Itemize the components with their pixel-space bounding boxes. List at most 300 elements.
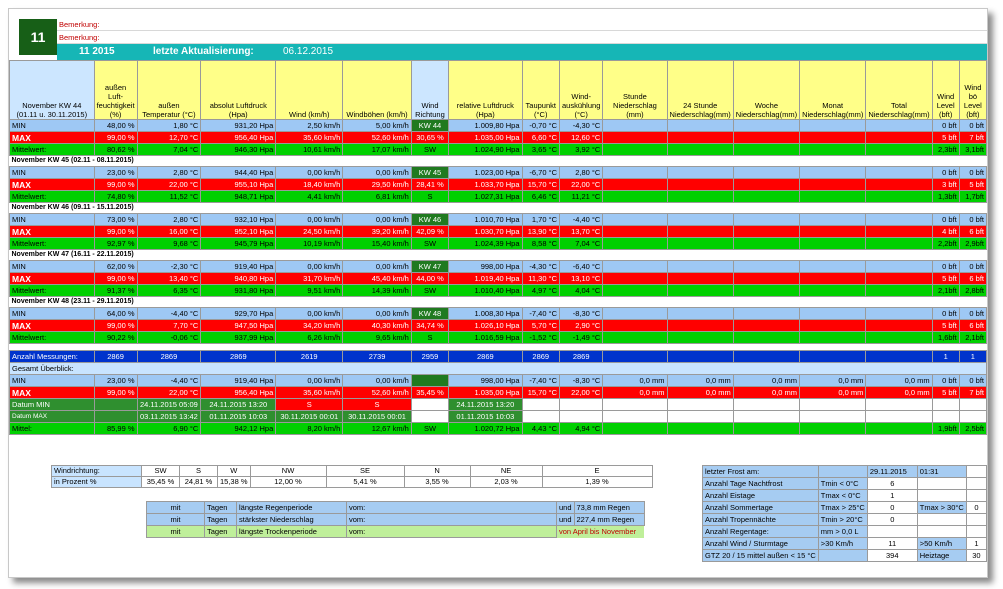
data-cell[interactable]: SW [411, 285, 448, 297]
row-label[interactable]: MIN [10, 120, 95, 132]
week-title[interactable]: November KW 46 (09.11 - 15.11.2015) [10, 203, 987, 214]
statistic-cell[interactable]: mm > 0,0 L [818, 526, 867, 538]
data-cell[interactable]: 14,39 km/h [343, 285, 412, 297]
period-cell[interactable]: vom: [347, 526, 557, 538]
data-cell[interactable]: 1.035,00 Hpa [449, 132, 522, 144]
wind-percent-label[interactable]: in Prozent % [52, 477, 142, 488]
data-cell[interactable]: 30,65 % [411, 132, 448, 144]
data-cell[interactable] [603, 191, 667, 203]
data-cell[interactable] [667, 167, 733, 179]
data-cell[interactable]: 24,50 km/h [276, 226, 343, 238]
column-header[interactable]: außen Temperatur (°C) [137, 61, 201, 120]
data-cell[interactable]: 1.010,70 Hpa [449, 214, 522, 226]
data-cell[interactable] [603, 179, 667, 191]
data-cell[interactable] [800, 179, 866, 191]
data-cell[interactable] [603, 285, 667, 297]
data-cell[interactable] [800, 144, 866, 156]
statistic-cell[interactable]: Anzahl Eistage [703, 490, 819, 502]
column-header[interactable]: Wind Richtung [411, 61, 448, 120]
wind-direction-name[interactable]: NW [250, 466, 326, 477]
row-label[interactable]: Mittelwert: [10, 332, 95, 344]
data-cell[interactable]: 17,07 km/h [343, 144, 412, 156]
data-cell[interactable] [733, 179, 799, 191]
data-cell[interactable] [800, 261, 866, 273]
wind-percent-value[interactable]: 2,03 % [470, 477, 542, 488]
data-cell[interactable]: 01.11.2015 10:03 [449, 411, 522, 423]
column-header[interactable]: Monat Niederschlag(mm) [800, 61, 866, 120]
data-cell[interactable] [800, 120, 866, 132]
data-cell[interactable]: 3,65 °C [522, 144, 559, 156]
statistic-cell[interactable]: Heiztage [917, 550, 966, 562]
data-cell[interactable]: 22,00 °C [560, 387, 603, 399]
data-cell[interactable]: 10,61 km/h [276, 144, 343, 156]
data-cell[interactable]: 956,40 Hpa [201, 132, 276, 144]
row-label[interactable]: MIN [10, 167, 95, 179]
data-cell[interactable] [667, 132, 733, 144]
data-cell[interactable]: 24.11.2015 05:09 [137, 399, 201, 411]
data-cell[interactable] [800, 167, 866, 179]
column-header[interactable]: Stunde Niederschlag (mm) [603, 61, 667, 120]
wind-percent-value[interactable]: 12,00 % [250, 477, 326, 488]
data-cell[interactable]: 1,80 °C [137, 120, 201, 132]
data-cell[interactable] [866, 226, 932, 238]
data-cell[interactable]: 6,46 °C [522, 191, 559, 203]
data-cell[interactable]: S [411, 332, 448, 344]
data-cell[interactable]: 2,8bft [959, 285, 986, 297]
data-cell[interactable]: 5 bft [932, 387, 959, 399]
data-cell[interactable] [411, 411, 448, 423]
column-header[interactable]: Total Niederschlag(mm) [866, 61, 932, 120]
data-cell[interactable] [733, 308, 799, 320]
data-cell[interactable] [733, 351, 799, 363]
data-cell[interactable] [733, 238, 799, 250]
data-cell[interactable]: 52,60 km/h [343, 387, 412, 399]
data-cell[interactable]: 85,99 % [94, 423, 137, 435]
row-label[interactable]: MAX [10, 387, 95, 399]
data-cell[interactable]: -4,30 °C [522, 261, 559, 273]
data-cell[interactable]: S [276, 399, 343, 411]
data-cell[interactable]: 0,00 km/h [276, 375, 343, 387]
data-cell[interactable]: 8,20 km/h [276, 423, 343, 435]
data-cell[interactable] [603, 332, 667, 344]
column-header[interactable]: relative Luftdruck (Hpa) [449, 61, 522, 120]
data-cell[interactable]: 6,26 km/h [276, 332, 343, 344]
data-cell[interactable] [522, 399, 559, 411]
statistic-cell[interactable]: 0 [867, 502, 917, 514]
data-cell[interactable] [667, 179, 733, 191]
data-cell[interactable]: -6,40 °C [560, 261, 603, 273]
data-cell[interactable]: 30.11.2015 00:01 [276, 411, 343, 423]
data-cell[interactable] [603, 423, 667, 435]
data-cell[interactable]: 13,10 °C [560, 273, 603, 285]
data-cell[interactable]: 946,30 Hpa [201, 144, 276, 156]
period-cell[interactable]: Tagen [205, 502, 237, 514]
data-cell[interactable]: 0,0 mm [733, 375, 799, 387]
row-label[interactable]: Mittelwert: [10, 191, 95, 203]
data-cell[interactable]: 48,00 % [94, 120, 137, 132]
wind-direction-name[interactable]: SW [142, 466, 180, 477]
wind-direction-name[interactable]: E [542, 466, 652, 477]
data-cell[interactable] [603, 144, 667, 156]
data-cell[interactable] [733, 167, 799, 179]
data-cell[interactable] [603, 226, 667, 238]
data-cell[interactable]: -4,30 °C [560, 120, 603, 132]
data-cell[interactable]: 955,10 Hpa [201, 179, 276, 191]
data-cell[interactable]: 0,00 km/h [343, 375, 412, 387]
data-cell[interactable]: 2869 [94, 351, 137, 363]
period-cell[interactable]: 73,8 mm Regen [574, 502, 644, 514]
data-cell[interactable]: 2,3bft [932, 144, 959, 156]
remark-row-2[interactable] [57, 32, 988, 44]
data-cell[interactable] [667, 214, 733, 226]
data-cell[interactable] [667, 285, 733, 297]
statistic-cell[interactable]: 11 [867, 538, 917, 550]
data-cell[interactable] [667, 320, 733, 332]
data-cell[interactable] [603, 411, 667, 423]
statistic-cell[interactable]: Tmax < 0°C [818, 490, 867, 502]
statistic-cell[interactable] [966, 478, 986, 490]
data-cell[interactable]: 2869 [560, 351, 603, 363]
week-title[interactable]: November KW 45 (02.11 - 08.11.2015) [10, 156, 987, 167]
data-cell[interactable]: 99,00 % [94, 179, 137, 191]
data-cell[interactable]: 6,90 °C [137, 423, 201, 435]
data-cell[interactable]: 4,04 °C [560, 285, 603, 297]
data-cell[interactable]: 9,65 km/h [343, 332, 412, 344]
data-cell[interactable]: 22,00 °C [560, 179, 603, 191]
statistic-cell[interactable]: >50 Km/h [917, 538, 966, 550]
data-cell[interactable]: 31,70 km/h [276, 273, 343, 285]
data-cell[interactable] [866, 332, 932, 344]
data-cell[interactable] [603, 320, 667, 332]
data-cell[interactable]: -4,40 °C [137, 308, 201, 320]
data-cell[interactable] [866, 423, 932, 435]
data-cell[interactable] [800, 399, 866, 411]
row-label[interactable]: Datum MAX [10, 411, 95, 423]
data-cell[interactable]: 5,00 km/h [343, 120, 412, 132]
data-cell[interactable] [800, 226, 866, 238]
data-cell[interactable]: 0 bft [932, 120, 959, 132]
week-title[interactable]: November KW 48 (23.11 - 29.11.2015) [10, 297, 987, 308]
data-cell[interactable]: 12,60 °C [560, 132, 603, 144]
column-header[interactable]: Wind-auskühlung (°C) [560, 61, 603, 120]
data-cell[interactable]: 42,09 % [411, 226, 448, 238]
data-cell[interactable]: 24.11.2015 13:20 [449, 399, 522, 411]
data-cell[interactable]: 998,00 Hpa [449, 375, 522, 387]
data-cell[interactable] [800, 332, 866, 344]
data-cell[interactable]: 2619 [276, 351, 343, 363]
data-cell[interactable]: 1.009,80 Hpa [449, 120, 522, 132]
data-cell[interactable]: 2869 [449, 351, 522, 363]
data-cell[interactable]: 1.026,10 Hpa [449, 320, 522, 332]
data-cell[interactable]: SW [411, 144, 448, 156]
data-cell[interactable]: 2,5bft [959, 423, 986, 435]
data-cell[interactable]: 932,10 Hpa [201, 214, 276, 226]
data-cell[interactable] [733, 226, 799, 238]
column-header[interactable]: außen Luft-feuchtigkeit (%) [94, 61, 137, 120]
data-cell[interactable] [932, 399, 959, 411]
data-cell[interactable] [866, 132, 932, 144]
data-cell[interactable]: 2,50 km/h [276, 120, 343, 132]
data-cell[interactable]: 0,0 mm [603, 387, 667, 399]
data-cell[interactable]: 01.11.2015 10:03 [201, 411, 276, 423]
data-cell[interactable]: 4,41 km/h [276, 191, 343, 203]
data-cell[interactable]: 919,40 Hpa [201, 375, 276, 387]
data-cell[interactable]: 99,00 % [94, 320, 137, 332]
data-cell[interactable]: 44,00 % [411, 273, 448, 285]
period-cell[interactable]: stärkster Niederschlag [237, 514, 347, 526]
statistic-cell[interactable] [966, 466, 986, 478]
data-cell[interactable]: S [343, 399, 412, 411]
statistic-cell[interactable] [966, 514, 986, 526]
data-cell[interactable] [733, 332, 799, 344]
data-cell[interactable]: 1.010,40 Hpa [449, 285, 522, 297]
data-cell[interactable]: 23,00 % [94, 375, 137, 387]
data-cell[interactable] [733, 273, 799, 285]
data-cell[interactable]: 23,00 % [94, 167, 137, 179]
wind-percent-value[interactable]: 3,55 % [404, 477, 470, 488]
data-cell[interactable]: KW 46 [411, 214, 448, 226]
data-cell[interactable]: 1.020,72 Hpa [449, 423, 522, 435]
data-cell[interactable] [866, 144, 932, 156]
data-cell[interactable] [866, 167, 932, 179]
period-cell[interactable]: und [557, 502, 575, 514]
period-cell[interactable]: 227,4 mm Regen [574, 514, 644, 526]
data-cell[interactable]: 0,00 km/h [276, 261, 343, 273]
data-cell[interactable] [800, 423, 866, 435]
data-cell[interactable] [603, 238, 667, 250]
data-cell[interactable]: 0,0 mm [667, 375, 733, 387]
data-cell[interactable]: 1.030,70 Hpa [449, 226, 522, 238]
data-cell[interactable]: 11,30 °C [522, 273, 559, 285]
statistic-cell[interactable]: 1 [966, 538, 986, 550]
data-cell[interactable] [800, 411, 866, 423]
data-cell[interactable]: 1 [959, 351, 986, 363]
data-cell[interactable]: 2869 [522, 351, 559, 363]
data-cell[interactable]: 45,40 km/h [343, 273, 412, 285]
data-cell[interactable]: 0,00 km/h [343, 308, 412, 320]
data-cell[interactable]: 2,1bft [932, 285, 959, 297]
data-cell[interactable]: 1.033,70 Hpa [449, 179, 522, 191]
data-cell[interactable]: 35,45 % [411, 387, 448, 399]
statistic-cell[interactable]: Tmax > 25°C [818, 502, 867, 514]
data-cell[interactable]: 11,52 °C [137, 191, 201, 203]
data-cell[interactable] [800, 273, 866, 285]
data-cell[interactable]: 0,0 mm [603, 375, 667, 387]
data-cell[interactable]: 2,90 °C [560, 320, 603, 332]
data-cell[interactable]: -1,49 °C [560, 332, 603, 344]
data-cell[interactable] [733, 191, 799, 203]
period-note[interactable]: von April bis November [557, 526, 645, 538]
data-cell[interactable] [866, 273, 932, 285]
period-cell[interactable]: vom: [347, 502, 557, 514]
week-title[interactable]: November KW 47 (16.11 - 22.11.2015) [10, 250, 987, 261]
data-cell[interactable]: 931,80 Hpa [201, 285, 276, 297]
data-cell[interactable]: 4,94 °C [560, 423, 603, 435]
data-cell[interactable] [560, 411, 603, 423]
data-cell[interactable]: 3,92 °C [560, 144, 603, 156]
data-cell[interactable] [94, 411, 137, 423]
statistic-cell[interactable] [917, 526, 966, 538]
data-cell[interactable]: 4,43 °C [522, 423, 559, 435]
data-cell[interactable]: 1.016,59 Hpa [449, 332, 522, 344]
data-cell[interactable]: 0,00 km/h [343, 167, 412, 179]
column-header[interactable]: Wind (km/h) [276, 61, 343, 120]
data-cell[interactable]: 1,3bft [932, 191, 959, 203]
data-cell[interactable] [866, 320, 932, 332]
data-cell[interactable] [411, 375, 448, 387]
data-cell[interactable] [800, 214, 866, 226]
data-cell[interactable]: 5 bft [932, 320, 959, 332]
data-cell[interactable]: 944,40 Hpa [201, 167, 276, 179]
data-cell[interactable]: 2959 [411, 351, 448, 363]
data-cell[interactable] [733, 261, 799, 273]
row-label[interactable]: MAX [10, 320, 95, 332]
data-cell[interactable]: 12,67 km/h [343, 423, 412, 435]
row-label[interactable]: MIN [10, 261, 95, 273]
data-cell[interactable]: 2739 [343, 351, 412, 363]
data-cell[interactable] [866, 214, 932, 226]
statistic-cell[interactable]: 01:31 [917, 466, 966, 478]
data-cell[interactable] [667, 399, 733, 411]
data-cell[interactable]: 931,20 Hpa [201, 120, 276, 132]
data-cell[interactable]: -8,30 °C [560, 375, 603, 387]
data-cell[interactable]: 940,80 Hpa [201, 273, 276, 285]
wind-percent-value[interactable]: 24,81 % [180, 477, 218, 488]
statistic-cell[interactable]: letzter Frost am: [703, 466, 819, 478]
data-cell[interactable] [800, 351, 866, 363]
wind-percent-value[interactable]: 35,45 % [142, 477, 180, 488]
data-cell[interactable]: -1,52 °C [522, 332, 559, 344]
data-cell[interactable]: 1.008,30 Hpa [449, 308, 522, 320]
data-cell[interactable]: 35,60 km/h [276, 132, 343, 144]
data-cell[interactable]: KW 44 [411, 120, 448, 132]
statistic-cell[interactable]: 29.11.2015 [867, 466, 917, 478]
data-cell[interactable]: 0 bft [932, 375, 959, 387]
data-cell[interactable]: -4,40 °C [560, 214, 603, 226]
data-cell[interactable] [603, 261, 667, 273]
data-cell[interactable]: 40,30 km/h [343, 320, 412, 332]
remark-row-1[interactable] [57, 19, 988, 31]
data-cell[interactable]: 1.027,31 Hpa [449, 191, 522, 203]
data-cell[interactable]: 0 bft [959, 167, 986, 179]
data-cell[interactable]: 948,71 Hpa [201, 191, 276, 203]
data-cell[interactable]: SW [411, 423, 448, 435]
data-cell[interactable]: 5 bft [932, 273, 959, 285]
data-cell[interactable]: 15,70 °C [522, 387, 559, 399]
data-cell[interactable]: 62,00 % [94, 261, 137, 273]
row-label[interactable]: MIN [10, 214, 95, 226]
data-cell[interactable]: -0,06 °C [137, 332, 201, 344]
data-cell[interactable] [522, 411, 559, 423]
statistic-cell[interactable]: 6 [867, 478, 917, 490]
data-cell[interactable]: 6,60 °C [522, 132, 559, 144]
data-cell[interactable] [733, 120, 799, 132]
data-cell[interactable]: KW 47 [411, 261, 448, 273]
data-cell[interactable]: 5 bft [932, 132, 959, 144]
data-cell[interactable]: 52,60 km/h [343, 132, 412, 144]
data-cell[interactable]: 0 bft [932, 167, 959, 179]
data-cell[interactable]: 13,40 °C [137, 273, 201, 285]
statistic-cell[interactable]: Anzahl Sommertage [703, 502, 819, 514]
period-cell[interactable]: längste Trockenperiode [237, 526, 347, 538]
row-label[interactable]: MIN [10, 308, 95, 320]
data-cell[interactable]: 24.11.2015 13:20 [201, 399, 276, 411]
data-cell[interactable]: 0,0 mm [667, 387, 733, 399]
data-cell[interactable]: 9,51 km/h [276, 285, 343, 297]
statistic-cell[interactable]: GTZ 20 / 15 mittel außen < 15 °C [703, 550, 819, 562]
data-cell[interactable] [866, 238, 932, 250]
data-cell[interactable] [667, 411, 733, 423]
data-cell[interactable] [866, 411, 932, 423]
data-cell[interactable]: 952,10 Hpa [201, 226, 276, 238]
row-label[interactable]: MAX [10, 179, 95, 191]
data-cell[interactable]: 74,80 % [94, 191, 137, 203]
statistic-cell[interactable]: Tmax > 30°C [917, 502, 966, 514]
data-cell[interactable] [667, 120, 733, 132]
data-cell[interactable]: 4 bft [932, 226, 959, 238]
data-cell[interactable] [866, 191, 932, 203]
data-cell[interactable]: 0 bft [959, 308, 986, 320]
data-cell[interactable] [733, 411, 799, 423]
data-cell[interactable]: 945,79 Hpa [201, 238, 276, 250]
data-cell[interactable]: 90,22 % [94, 332, 137, 344]
data-cell[interactable]: 22,00 °C [137, 179, 201, 191]
column-header[interactable]: Wind bö Level (bft) [959, 61, 986, 120]
data-cell[interactable]: -6,70 °C [522, 167, 559, 179]
wind-direction-name[interactable]: W [218, 466, 251, 477]
data-cell[interactable]: 99,00 % [94, 226, 137, 238]
data-cell[interactable]: 30.11.2015 00:01 [343, 411, 412, 423]
data-cell[interactable] [866, 285, 932, 297]
data-cell[interactable]: 15,70 °C [522, 179, 559, 191]
data-cell[interactable]: 1.019,40 Hpa [449, 273, 522, 285]
data-cell[interactable]: 0,0 mm [800, 387, 866, 399]
data-cell[interactable]: 9,68 °C [137, 238, 201, 250]
data-cell[interactable]: 15,40 km/h [343, 238, 412, 250]
statistic-cell[interactable]: Anzahl Regentage: [703, 526, 819, 538]
data-cell[interactable] [603, 120, 667, 132]
data-cell[interactable] [932, 411, 959, 423]
column-header[interactable]: Woche Niederschlag(mm) [733, 61, 799, 120]
data-cell[interactable]: 3 bft [932, 179, 959, 191]
data-cell[interactable]: 7,04 °C [137, 144, 201, 156]
row-label[interactable]: Mittelwert: [10, 238, 95, 250]
data-cell[interactable]: -0,70 °C [522, 120, 559, 132]
data-cell[interactable]: 7 bft [959, 132, 986, 144]
data-cell[interactable]: 6 bft [959, 273, 986, 285]
wind-direction-name[interactable]: N [404, 466, 470, 477]
data-cell[interactable]: 13,70 °C [560, 226, 603, 238]
data-cell[interactable]: 0 bft [932, 308, 959, 320]
wind-direction-name[interactable]: NE [470, 466, 542, 477]
data-cell[interactable]: 7,04 °C [560, 238, 603, 250]
data-cell[interactable] [603, 167, 667, 179]
statistic-cell[interactable] [966, 490, 986, 502]
data-cell[interactable]: 0 bft [932, 214, 959, 226]
data-cell[interactable] [959, 411, 986, 423]
data-cell[interactable]: 937,99 Hpa [201, 332, 276, 344]
statistic-cell[interactable]: 394 [867, 550, 917, 562]
data-cell[interactable]: -2,30 °C [137, 261, 201, 273]
data-cell[interactable] [667, 144, 733, 156]
data-cell[interactable]: 0 bft [959, 261, 986, 273]
data-cell[interactable]: -8,30 °C [560, 308, 603, 320]
row-label[interactable]: Mittelwert: [10, 144, 95, 156]
data-cell[interactable]: 0,0 mm [866, 387, 932, 399]
data-cell[interactable]: 919,40 Hpa [201, 261, 276, 273]
data-cell[interactable]: 1,7bft [959, 191, 986, 203]
data-cell[interactable]: 8,58 °C [522, 238, 559, 250]
